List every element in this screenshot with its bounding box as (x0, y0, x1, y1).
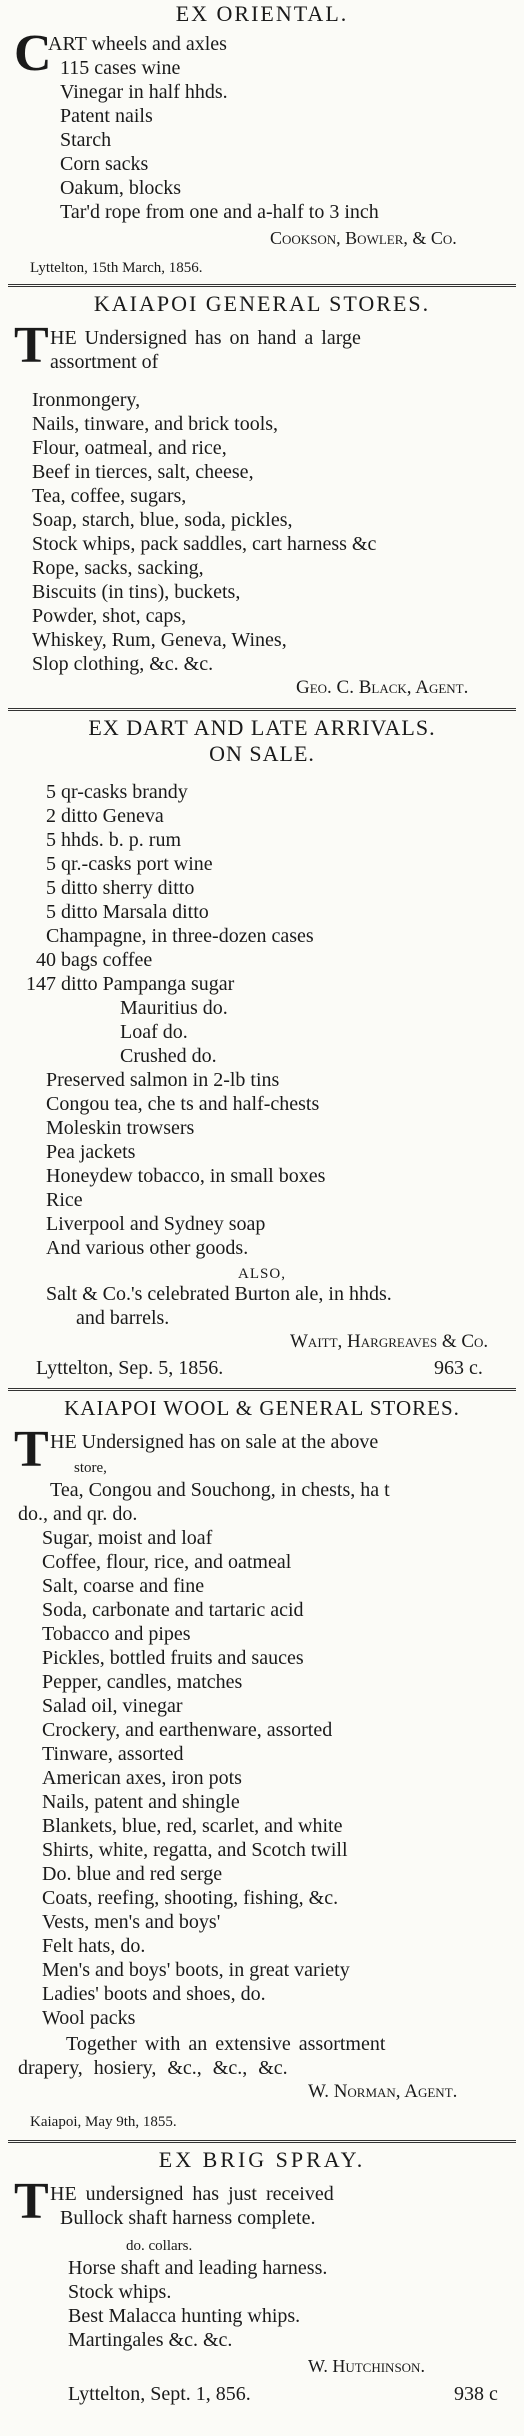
divider (8, 2140, 516, 2143)
ad-signature: Geo. C. Black, Agent. (296, 677, 469, 698)
drop-cap: T (14, 2173, 49, 2230)
list-item: Starch (60, 129, 112, 151)
list-item: Oakum, blocks (60, 177, 182, 199)
list-item: Tobacco and pipes (42, 1623, 191, 1645)
ad-closing: Together with an extensive assortment (66, 2033, 386, 2055)
list-item: Wool packs (42, 2007, 136, 2029)
list-item: Mauritius do. (120, 997, 228, 1019)
ad-intro: HE undersigned has just received (50, 2183, 334, 2205)
ad-dateline: Lyttelton, Sep. 5, 1856. (36, 1357, 224, 1379)
list-item: Slop clothing, &c. &c. (32, 653, 214, 675)
list-item: 5 hhds. b. p. rum (46, 829, 181, 851)
list-item: Martingales &c. &c. (68, 2329, 233, 2351)
list-item: Crushed do. (120, 1045, 217, 1067)
list-item: Crockery, and earthenware, assorted (42, 1719, 333, 1741)
list-item: 5 ditto sherry ditto (46, 877, 195, 899)
ad-intro: HE Undersigned has on hand a large (50, 327, 361, 349)
list-item: Ironmongery, (32, 389, 141, 411)
list-item: Stock whips, pack saddles, cart harness &c (32, 533, 377, 555)
ad-signature: Cookson, Bowler, & Co. (270, 228, 457, 248)
drop-cap: T (14, 317, 49, 374)
list-item: ART wheels and axles (48, 33, 227, 55)
list-item: do. collars. (126, 2238, 193, 2254)
list-item: Salad oil, vinegar (42, 1695, 183, 1717)
list-item: 115 cases wine (60, 57, 181, 79)
ad-signature: Waitt, Hargreaves & Co. (290, 1331, 489, 1352)
ad-signature: W. Norman, Agent. (308, 2081, 458, 2102)
ad-dateline: Kaiapoi, May 9th, 1855. (30, 2114, 177, 2130)
ad-intro: HE Undersigned has on sale at the above (50, 1431, 379, 1453)
list-item: Do. blue and red serge (42, 1863, 223, 1885)
drop-cap: T (14, 1421, 49, 1478)
list-item: and barrels. (76, 1307, 170, 1329)
list-item: Coffee, flour, rice, and oatmeal (42, 1551, 292, 1573)
ad-intro: assortment of (50, 351, 159, 373)
list-item: 5 qr.-casks port wine (46, 853, 213, 875)
ad-heading: EX DART AND LATE ARRIVALS. (88, 715, 436, 740)
ad-dateline: Lyttelton, 15th March, 1856. (30, 260, 203, 276)
divider (8, 1388, 516, 1391)
divider (8, 284, 516, 287)
ad-heading: KAIAPOI WOOL & GENERAL STORES. (64, 1396, 460, 1420)
list-item: Patent nails (60, 105, 153, 127)
list-item: Soap, starch, blue, soda, pickles, (32, 509, 293, 531)
list-item: Biscuits (in tins), buckets, (32, 581, 241, 603)
list-item: 5 qr-casks brandy (46, 781, 188, 803)
ad-heading: EX BRIG SPRAY. (158, 2147, 366, 2172)
list-item: Rice (46, 1189, 83, 1211)
list-item: Horse shaft and leading harness. (68, 2257, 328, 2279)
list-item: Salt & Co.'s celebrated Burton ale, in hhds. (46, 1283, 392, 1305)
list-item: 147 ditto Pampanga sugar (26, 973, 235, 995)
list-item: Best Malacca hunting whips. (68, 2305, 301, 2327)
list-item: Soda, carbonate and tartaric acid (42, 1599, 304, 1621)
list-item: Tinware, assorted (42, 1743, 184, 1765)
ad-intro: Bullock shaft harness complete. (60, 2207, 316, 2229)
ad-reference: 963 c. (434, 1357, 483, 1379)
ad-heading: EX ORIENTAL. (175, 1, 349, 26)
list-item: Corn sacks (60, 153, 149, 175)
list-item: Felt hats, do. (42, 1935, 146, 1957)
ad-heading: KAIAPOI GENERAL STORES. (93, 291, 431, 316)
ad-intro: do., and qr. do. (18, 1503, 138, 1525)
list-item: American axes, iron pots (42, 1767, 242, 1789)
list-item: Loaf do. (120, 1021, 188, 1043)
ad-subheading: ON SALE. (209, 741, 315, 766)
list-item: 40 bags coffee (36, 949, 153, 971)
list-item: Beef in tierces, salt, cheese, (32, 461, 254, 483)
list-item: Tar'd rope from one and a-half to 3 inch (60, 201, 379, 223)
list-item: Flour, oatmeal, and rice, (32, 437, 227, 459)
list-item: Pea jackets (46, 1141, 136, 1163)
list-item: Preserved salmon in 2-lb tins (46, 1069, 280, 1091)
list-item: And various other goods. (46, 1237, 249, 1259)
list-item: Liverpool and Sydney soap (46, 1213, 266, 1235)
list-item: Tea, coffee, sugars, (32, 485, 187, 507)
list-item: Champagne, in three-dozen cases (46, 925, 314, 947)
list-item: Stock whips. (68, 2281, 172, 2303)
list-item: Congou tea, che ts and half-chests (46, 1093, 320, 1115)
divider (8, 708, 516, 711)
list-item: Pickles, bottled fruits and sauces (42, 1647, 304, 1669)
ad-closing: drapery, hosiery, &c., &c., &c. (18, 2057, 288, 2079)
ad-intro: Tea, Congou and Souchong, in chests, ha t (50, 1479, 390, 1501)
list-item: Blankets, blue, red, scarlet, and white (42, 1815, 343, 1837)
list-item: Pepper, candles, matches (42, 1671, 243, 1693)
list-item: Coats, reefing, shooting, fishing, &c. (42, 1887, 339, 1909)
ad-reference: 938 c (454, 2383, 498, 2405)
list-item: Vinegar in half hhds. (60, 81, 228, 103)
list-item: Moleskin trowsers (46, 1117, 195, 1139)
list-item: Salt, coarse and fine (42, 1575, 205, 1597)
list-item: Nails, patent and shingle (42, 1791, 240, 1813)
ad-signature: W. Hutchinson. (308, 2356, 425, 2376)
list-item: Powder, shot, caps, (32, 605, 187, 627)
list-item: 2 ditto Geneva (46, 805, 164, 827)
also-label: ALSO, (238, 1266, 286, 1282)
list-item: Rope, sacks, sacking, (32, 557, 204, 579)
list-item: Men's and boys' boots, in great variety (42, 1959, 350, 1981)
list-item: Honeydew tobacco, in small boxes (46, 1165, 326, 1187)
ad-intro: store, (74, 1460, 107, 1476)
list-item: 5 ditto Marsala ditto (46, 901, 209, 923)
list-item: Sugar, moist and loaf (42, 1527, 213, 1549)
ad-dateline: Lyttelton, Sept. 1, 856. (68, 2383, 251, 2405)
list-item: Vests, men's and boys' (42, 1911, 221, 1933)
list-item: Ladies' boots and shoes, do. (42, 1983, 266, 2005)
list-item: Nails, tinware, and brick tools, (32, 413, 279, 435)
list-item: Shirts, white, regatta, and Scotch twill (42, 1839, 348, 1861)
drop-cap: C (14, 25, 52, 82)
list-item: Whiskey, Rum, Geneva, Wines, (32, 629, 287, 651)
